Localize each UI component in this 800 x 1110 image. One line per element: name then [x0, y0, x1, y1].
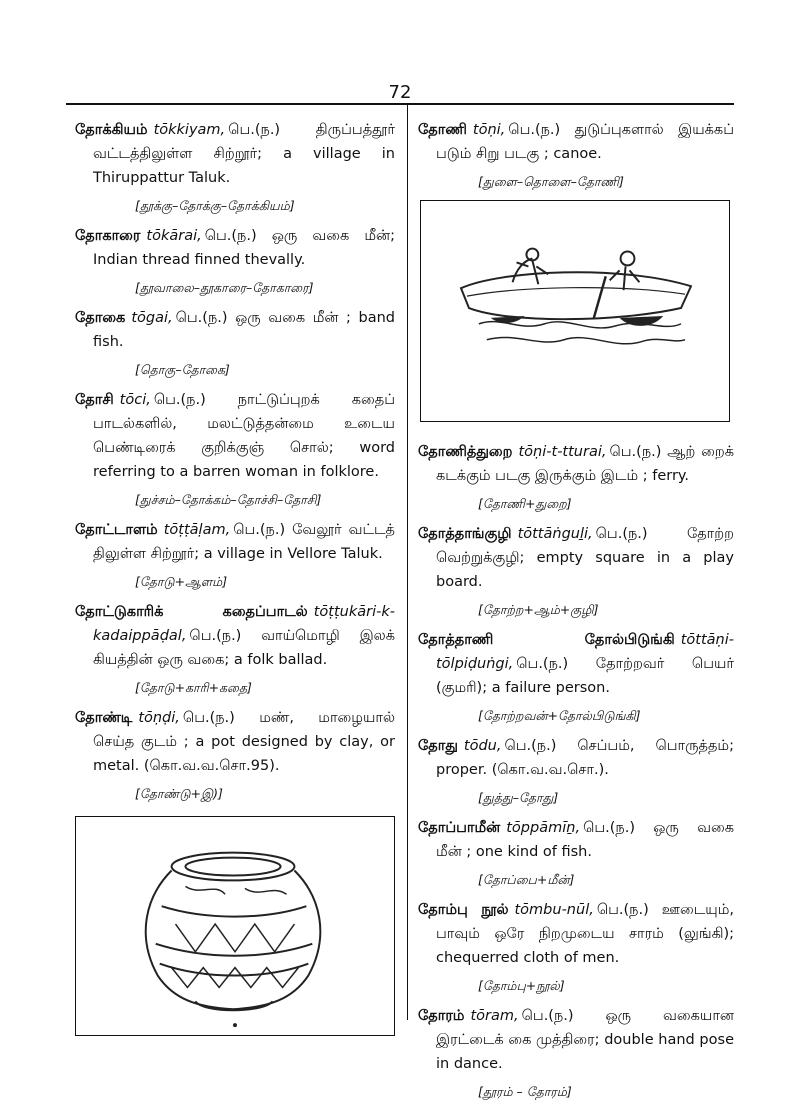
entry-etymology: [தூரம் – தோரம்]: [478, 1084, 572, 1099]
dictionary-entry: [418, 816, 734, 864]
entry-transliteration: tōmbu-nūl,: [514, 902, 594, 918]
entry-transliteration: tōppāmīṉ,: [506, 820, 581, 836]
entry-definition: பெ.(ந.) வாய்மொழி இலக் கியத்தின் ஒரு வகை; a folk ballad.: [93, 628, 395, 668]
entry-transliteration: tōci,: [119, 392, 151, 408]
entry-transliteration: tōgai,: [131, 310, 173, 326]
dictionary-entry: [75, 600, 395, 672]
dictionary-entry: [418, 734, 734, 782]
entry-etymology: [துளை–தொளை–தோணி]: [478, 174, 624, 189]
entry-headword: தோது: [418, 738, 458, 754]
entry-headword: தோகாரை: [75, 228, 141, 244]
entry-headword: தோப்பாமீன்: [418, 820, 501, 836]
canoe-illustration: [420, 200, 730, 422]
left-column: [75, 118, 395, 1036]
entry-definition: பெ.(ந.) வேலூர் வட்டத் திலுள்ள சிற்றூர்; a village in Vellore Taluk.: [93, 522, 395, 562]
entry-transliteration: tōṇḍi,: [138, 710, 180, 726]
entry-etymology: [தோம்பு+நூல்]: [478, 978, 565, 993]
page-number: 72: [388, 82, 412, 103]
entry-headword: தோரம்: [418, 1008, 465, 1024]
dictionary-entry: [418, 440, 734, 488]
entry-headword: தோம்பு நூல்: [418, 902, 509, 918]
pot-illustration: [75, 816, 395, 1036]
entry-definition: பெ.(ந.) ஆற் றைக் கடக்கும் படகு இருக்கும் இடம் ; ferry.: [436, 444, 734, 484]
entry-etymology: [தூவாலை–தூகாரை–தோகாரை]: [135, 280, 314, 295]
entry-etymology: [துச்சம்–தோக்கம்–தோச்சி–தோசி]: [135, 492, 322, 507]
entry-etymology: [தோற்ற+ஆம்+குழி]: [478, 602, 599, 617]
entry-etymology: [தோற்றவன்+தோல்பிடுங்கி]: [478, 708, 641, 723]
entry-transliteration: tōṇi-t-tturai,: [518, 444, 607, 460]
header-rule: [66, 103, 734, 105]
dictionary-entry: [75, 388, 395, 484]
entry-etymology: [தொகு–தோகை]: [135, 362, 230, 377]
entry-definition: பெ.(ந.) செப்பம், பொருத்தம்; proper. (கொ.வ.வ.சொ.).: [436, 738, 734, 778]
entry-transliteration: tōṭṭukāri-k-kadaippāḍal,: [93, 604, 395, 644]
entry-etymology: [தோண்டு+இ)]: [135, 786, 223, 801]
entry-definition: பெ.(ந.) ஒரு வகை மீன் ; band fish.: [93, 310, 395, 350]
entry-headword: தோத்தாணி தோல்பிடுங்கி: [418, 632, 675, 648]
entry-etymology: [துத்து–தோது]: [478, 790, 559, 805]
entry-definition: பெ.(ந.) ஒரு வகை மீன்; Indian thread finned thevally.: [93, 228, 395, 268]
entry-definition: பெ.(ந.) ஊடையும், பாவும் ஒரே நிறமுடைய சாரம் (லுங்கி); chequerred cloth of men.: [436, 902, 734, 966]
entry-definition: பெ.(ந.) தோற்றவர் பெயர் (குமரி); a failure person.: [436, 656, 734, 696]
entry-headword: தோகை: [75, 310, 126, 326]
column-divider: [407, 105, 408, 1020]
entry-etymology: [தோணி+துறை]: [478, 496, 572, 511]
dictionary-entry: [75, 518, 395, 566]
entry-definition: பெ.(ந.) நாட்டுப்புறக் கதைப் பாடல்களில், மலட்டுத்தன்மை உடைய பெண்டிரைக் குறிக்குஞ் சொல்; word referring to a barren woman in folklore.: [93, 392, 395, 480]
entry-transliteration: tōttāṅguḻi,: [517, 526, 593, 542]
entry-headword: தோசி: [75, 392, 114, 408]
dictionary-entry: [75, 224, 395, 272]
entry-transliteration: tōdu,: [463, 738, 502, 754]
entry-headword: தோட்டுகாரிக் கதைப்பாடல்: [75, 604, 308, 620]
entry-headword: தோணி: [418, 122, 467, 138]
entry-headword: தோட்டாளம்: [75, 522, 158, 538]
dictionary-entry: [75, 118, 395, 190]
entry-definition: பெ.(ந.) ஒரு வகை மீன் ; one kind of fish.: [436, 820, 734, 860]
entry-transliteration: tōram,: [470, 1008, 519, 1024]
dictionary-entry: [418, 628, 734, 700]
entry-etymology: [தோடு+ஆளம்]: [135, 574, 228, 589]
entry-etymology: [தோடு+காரி+கதை]: [135, 680, 252, 695]
entry-etymology: [தோப்பை+மீன்]: [478, 872, 575, 887]
entry-transliteration: tōttāṇi-tōlpiḍuṅgi,: [436, 632, 734, 672]
dictionary-entry: [75, 706, 395, 778]
entry-transliteration: tōkkiyam,: [153, 122, 226, 138]
entry-headword: தோத்தாங்குழி: [418, 526, 512, 542]
entry-headword: தோணித்துறை: [418, 444, 513, 460]
dictionary-entry: [418, 898, 734, 970]
entry-headword: தோக்கியம்: [75, 122, 148, 138]
right-column: [418, 118, 734, 1110]
dictionary-entry: [418, 118, 734, 166]
entry-definition: பெ.(ந.) துடுப்புகளால் இயக்கப் படும் சிறு படகு ; canoe.: [436, 122, 734, 162]
entry-transliteration: tōṭṭāḷam,: [163, 522, 231, 538]
entry-headword: தோண்டி: [75, 710, 133, 726]
entry-transliteration: tōṇi,: [472, 122, 506, 138]
entry-definition: பெ.(ந.) மண், மாழையால் செய்த குடம் ; a pot designed by clay, or metal. (கொ.வ.வ.சொ.95).: [93, 710, 395, 774]
entry-transliteration: tōkārai,: [146, 228, 202, 244]
dictionary-entry: [75, 306, 395, 354]
dictionary-entry: [418, 1004, 734, 1076]
dictionary-entry: [418, 522, 734, 594]
entry-definition: பெ.(ந.) ஒரு வகையான இரட்டைக் கை முத்திரை; double hand pose in dance.: [436, 1008, 734, 1072]
entry-etymology: [தூக்கு–தோக்கு–தோக்கியம்]: [135, 198, 295, 213]
entry-definition: பெ.(ந.) தோற்ற வெற்றுக்குழி; empty square in a play board.: [436, 526, 734, 590]
entry-definition: பெ.(ந.) திருப்பத்தூர் வட்டத்திலுள்ள சிற்றூர்; a village in Thiruppattur Taluk.: [93, 122, 395, 186]
